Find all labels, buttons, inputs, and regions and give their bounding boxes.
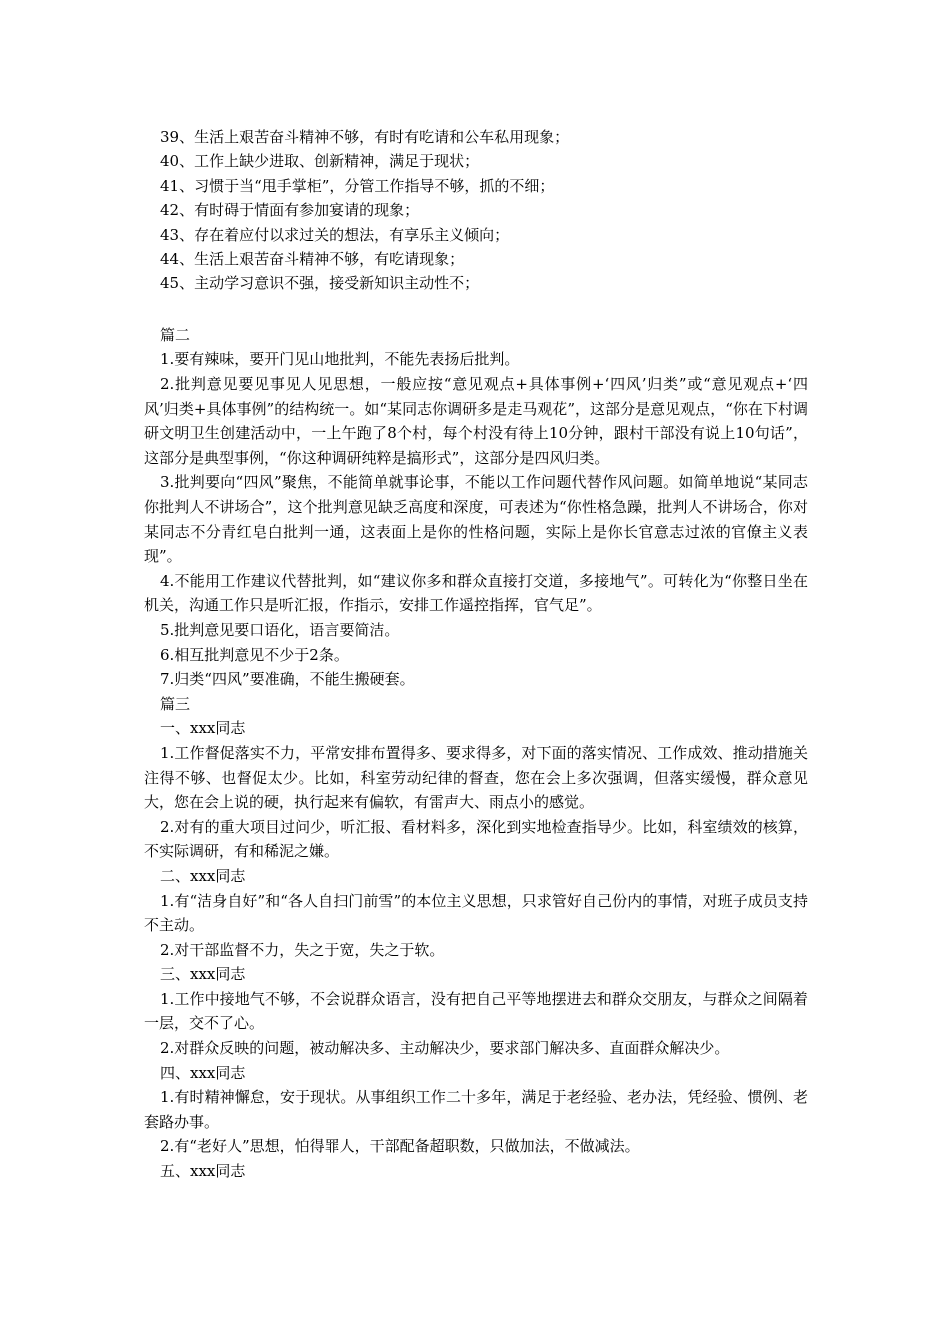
- paragraph: 2.对有的重大项目过问少，听汇报、看材料多，深化到实地检查指导少。比如，科室绩效的核算，不实际调研，有和稀泥之嫌。: [144, 817, 808, 861]
- list-item: 44、生活上艰苦奋斗精神不够，有吃请现象；: [160, 250, 465, 269]
- section-heading: 四、xxx同志: [160, 1063, 246, 1082]
- section-gap: [144, 296, 808, 323]
- paragraph: 2.批判意见要见事见人见思想，一般应按“意见观点+具体事例+‘四风’归类”或“意见观点+‘四风’归类+具体事例”的结构统一。如“某同志你调研多是走马观花”，这部分是意见观点，“你在下村调研文明卫生创建活动中，一上午跑了8个村，每个村没有待上10分钟，跟村干部没有说上10句话”，这部分是典型事例，“你这种调研纯粹是搞形式”，这部分是四风归类。: [144, 375, 808, 467]
- list-item: 42、有时碍于情面有参加宴请的现象；: [160, 201, 420, 220]
- document-page: [144, 125, 808, 1184]
- part-two-title: 篇二: [160, 325, 191, 344]
- paragraph: 1.工作督促落实不力，平常安排布置得多、要求得多，对下面的落实情况、工作成效、推动措施关注得不够、也督促太少。比如，科室劳动纪律的督查，您在会上多次强调，但落实缓慢，群众意见大，您在会上说的硬，执行起来有偏软，有雷声大、雨点小的感觉。: [144, 743, 808, 812]
- section-heading: 二、xxx同志: [160, 866, 246, 885]
- list-item: 45、主动学习意识不强，接受新知识主动性不；: [160, 274, 480, 293]
- list-item: 39、生活上艰苦奋斗精神不够，有时有吃请和公车私用现象；: [160, 128, 570, 146]
- paragraph: 3.批判要向“四风”聚焦，不能简单就事论事，不能以工作问题代替作风问题。如简单地说“某同志你批判人不讲场合”，这个批判意见缺乏高度和深度，可表述为“你性格急躁，批判人不讲场合，你对某同志不分青红皂白批判一通，这表面上是你的性格问题，实际上是你长官意志过浓的官僚主义表现”。: [144, 473, 808, 566]
- part-three: [144, 692, 808, 1184]
- numbered-list-39-45: [144, 125, 808, 296]
- section-heading: 三、xxx同志: [160, 965, 246, 984]
- paragraph: 1.有“洁身自好”和“各人自扫门前雪”的本位主义思想，只求管好自己份内的事情，对班子成员支持不主动。: [144, 891, 808, 935]
- paragraph: 5.批判意见要口语化，语言要简洁。: [160, 620, 400, 639]
- paragraph: 2.有“老好人”思想，怕得罪人，干部配备超职数，只做加法，不做减法。: [160, 1137, 640, 1156]
- paragraph: 4.不能用工作建议代替批判，如“建议你多和群众直接打交道，多接地气”。可转化为“你整日坐在机关，沟通工作只是听汇报，作指示，安排工作遥控指挥，官气足”。: [144, 571, 808, 615]
- paragraph: 6.相互批判意见不少于2条。: [160, 645, 349, 664]
- list-item: 41、习惯于当“甩手掌柜”，分管工作指导不够，抓的不细；: [160, 176, 555, 195]
- part-three-title: 篇三: [160, 694, 191, 713]
- paragraph: 1.工作中接地气不够，不会说群众语言，没有把自己平等地摆进去和群众交朋友，与群众之间隔着一层，交不了心。: [144, 989, 808, 1033]
- paragraph: 7.归类“四风”要准确，不能生搬硬套。: [160, 670, 415, 689]
- paragraph: 2.对群众反映的问题，被动解决多、主动解决少，要求部门解决多、直面群众解决少。: [160, 1039, 730, 1058]
- paragraph: 1.要有辣味，要开门见山地批判，不能先表扬后批判。: [160, 350, 520, 369]
- list-item: 43、存在着应付以求过关的想法，有享乐主义倾向；: [160, 225, 510, 244]
- list-item: 40、工作上缺少进取、创新精神，满足于现状；: [160, 152, 480, 171]
- part-two: [144, 323, 808, 692]
- paragraph: 1.有时精神懈怠，安于现状。从事组织工作二十多年，满足于老经验、老办法，凭经验、惯例、老套路办事。: [144, 1088, 808, 1131]
- paragraph: 2.对干部监督不力，失之于宽，失之于软。: [160, 940, 445, 959]
- section-heading: 五、xxx同志: [160, 1162, 246, 1181]
- section-heading: 一、xxx同志: [160, 719, 246, 738]
